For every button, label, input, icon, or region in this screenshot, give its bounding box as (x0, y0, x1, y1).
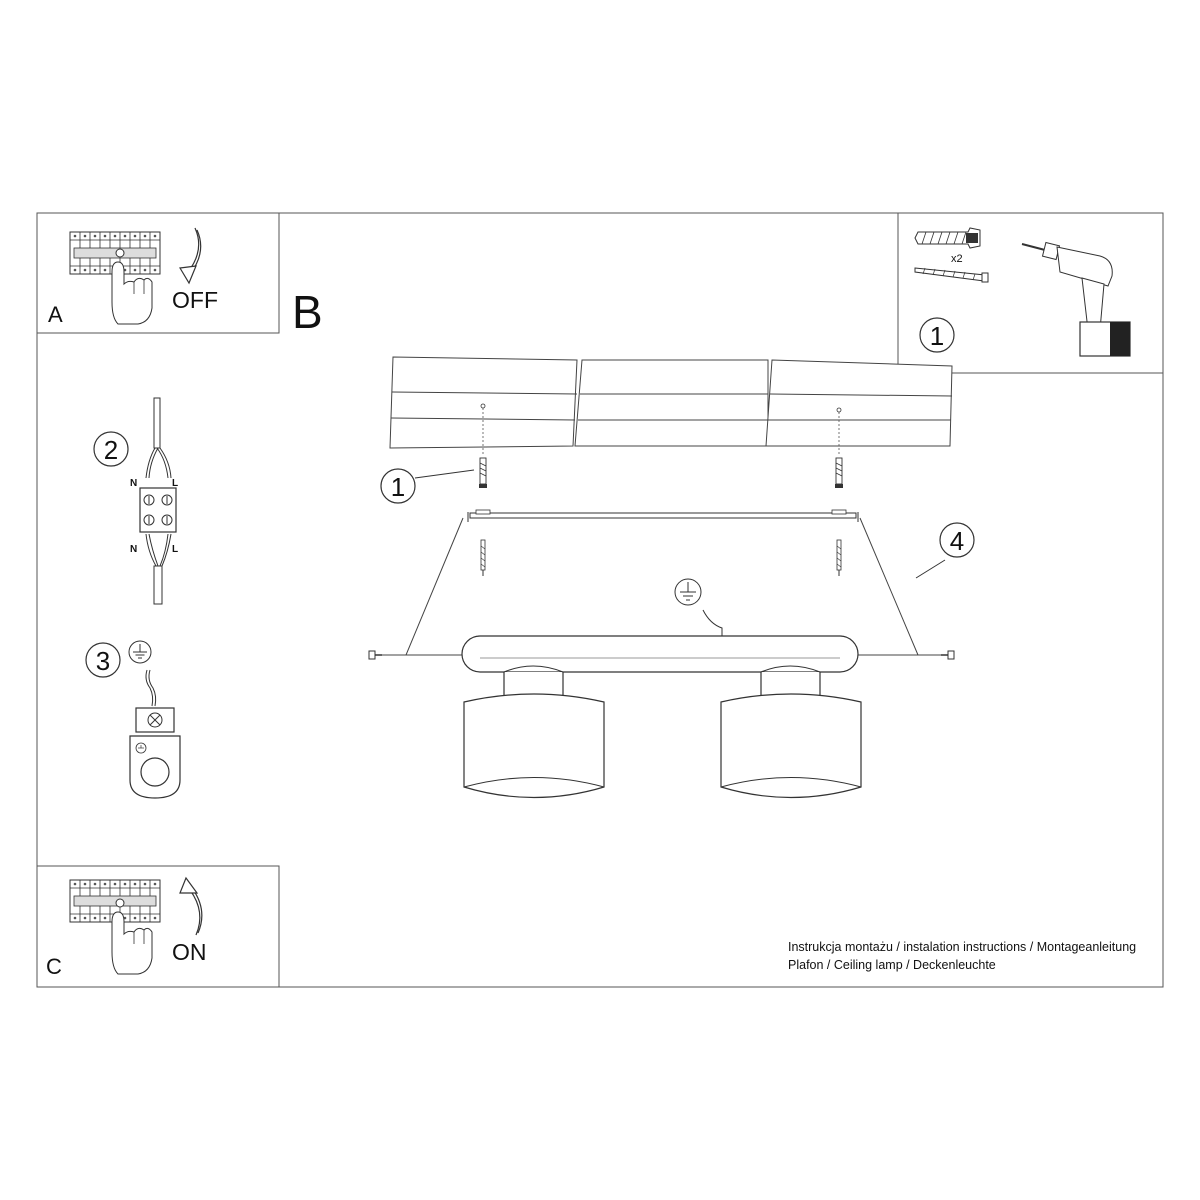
terminal-neutral-top: N (130, 478, 138, 489)
wall-plug-left (479, 458, 487, 488)
callout-leader (415, 470, 474, 478)
wall-plug-right (835, 458, 843, 488)
terminal-neutral-bottom: N (130, 544, 138, 555)
panel-b-letter: B (292, 286, 323, 338)
wiring-step-number: 2 (103, 435, 119, 465)
ceiling-slab (390, 357, 952, 448)
terminal-block-icon (140, 398, 179, 604)
earth-symbol-icon (675, 579, 701, 605)
terminal-live-top: L (172, 478, 179, 489)
tools-quantity: x2 (951, 253, 963, 265)
fixing-callout-number: 1 (390, 472, 406, 502)
lamp-shade-right (721, 666, 861, 798)
panel-c-letter: C (46, 954, 62, 979)
footer-subtitle: Plafon / Ceiling lamp / Deckenleuchte (788, 958, 996, 972)
tools-step-number: 1 (929, 321, 945, 351)
footer-title: Instrukcja montażu / instalation instructions / Montageanleitung (788, 940, 1137, 954)
panel-a-letter: A (48, 302, 63, 327)
bracket-guide-right (860, 518, 918, 655)
mounting-bracket (468, 510, 858, 522)
panel-a-action: OFF (172, 287, 218, 313)
side-screw-left (369, 651, 462, 659)
earth-clamp-icon (130, 670, 180, 798)
side-screw-right (858, 651, 954, 659)
terminal-live-bottom: L (172, 544, 179, 555)
earth-step-number: 3 (95, 646, 111, 676)
earth-symbol-icon (129, 641, 151, 663)
lamp-shade-left (464, 666, 604, 798)
screw-left (481, 540, 485, 576)
bracket-guide-left (406, 518, 463, 655)
callout-leader (916, 560, 945, 578)
panel-c-action: ON (172, 939, 207, 965)
earth-wire (703, 610, 722, 636)
bracket-callout-number: 4 (949, 526, 965, 556)
screw-right (837, 540, 841, 576)
